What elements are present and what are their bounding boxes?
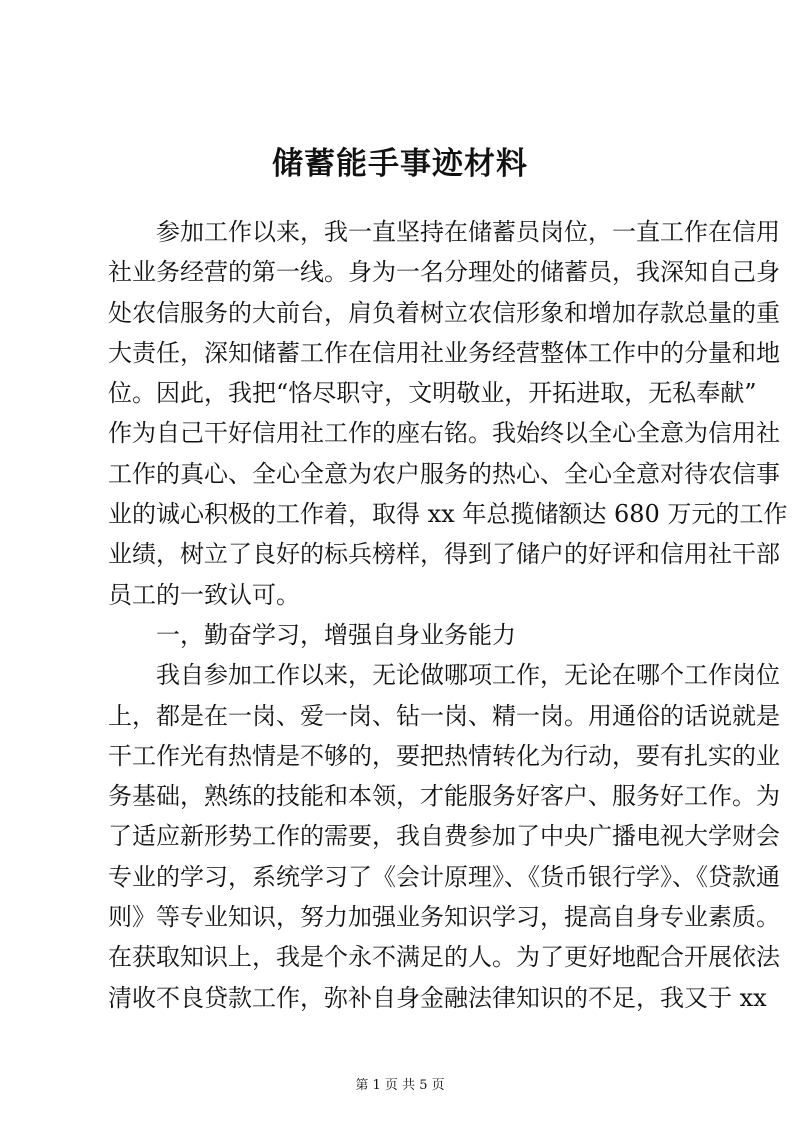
text-line: 清收不良贷款工作，弥补自身金融法律知识的不足，我又于 xx — [108, 983, 767, 1012]
text-line: 了适应新形势工作的需要，我自费参加了中央广播电视大学财会 — [108, 822, 780, 851]
text-line: 务基础，熟练的技能和本领，才能服务好客户、服务好工作。为 — [108, 782, 780, 811]
text-line: 专业的学习，系统学习了《会计原理》、《货币银行学》、《贷款通 — [108, 862, 780, 891]
text-line: 工作的真心、全心全意为农户服务的热心、全心全意对待农信事 — [108, 459, 780, 488]
text-line: 处农信服务的大前台，肩负着树立农信形象和增加存款总量的重 — [108, 298, 780, 327]
text-line: 干工作光有热情是不够的，要把热情转化为行动，要有扎实的业 — [108, 741, 780, 770]
text-line: 参加工作以来，我一直坚持在储蓄员岗位，一直工作在信用 — [108, 218, 780, 246]
text-line: 业的诚心积极的工作着，取得 xx 年总揽储额达 680 万元的工作 — [108, 500, 788, 529]
text-line: 作为自己干好信用社工作的座右铭。我始终以全心全意为信用社 — [108, 419, 780, 448]
text-line: 上，都是在一岗、爱一岗、钻一岗、精一岗。用通俗的话说就是 — [108, 701, 780, 730]
text-line: 大责任，深知储蓄工作在信用社业务经营整体工作中的分量和地 — [108, 338, 780, 367]
text-line: 员工的一致认可。 — [108, 580, 300, 609]
text-line: 则》等专业知识，努力加强业务知识学习，提高自身专业素质。 — [108, 903, 780, 932]
text-line: 我自参加工作以来，无论做哪项工作，无论在哪个工作岗位 — [108, 661, 780, 690]
document-title: 储蓄能手事迹材料 — [272, 146, 528, 182]
text-line: 位。因此，我把“恪尽职守，文明敬业，开拓进取，无私奉献” — [108, 379, 757, 408]
text-line: 业绩，树立了良好的标兵榜样，得到了储户的好评和信用社干部 — [108, 540, 780, 569]
text-line: 在获取知识上，我是个永不满足的人。为了更好地配合开展依法 — [108, 943, 780, 972]
document-body — [108, 212, 788, 1018]
page-footer: 第 1 页 共 5 页 — [355, 1078, 445, 1093]
text-line: 一，勤奋学习，增强自身业务能力 — [108, 620, 516, 649]
text-line: 社业务经营的第一线。身为一名分理处的储蓄员，我深知自己身 — [108, 258, 780, 287]
